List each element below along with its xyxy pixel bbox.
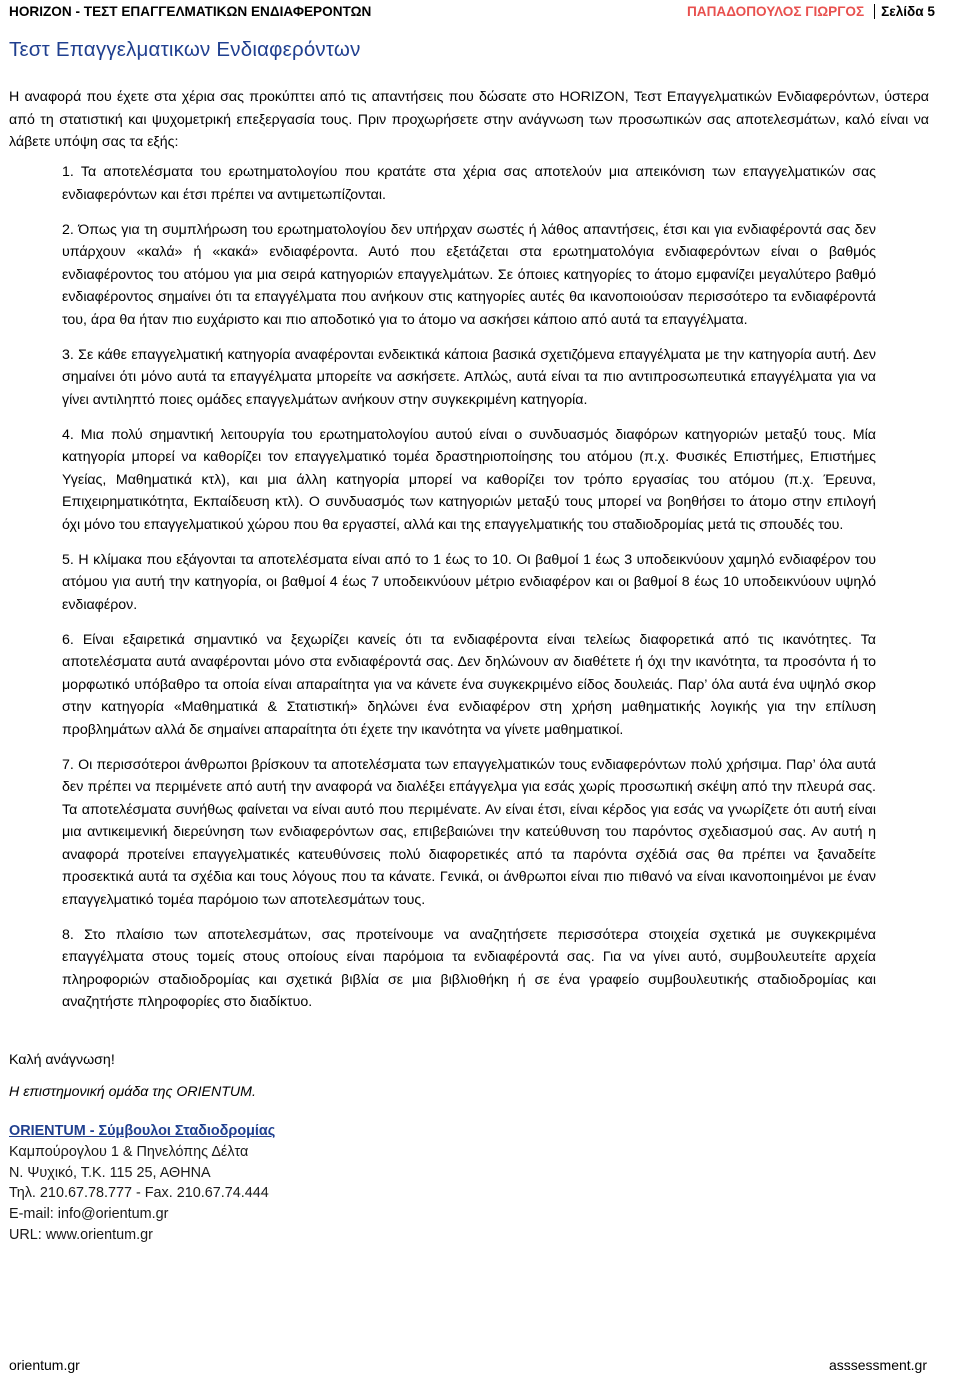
list-item: 2. Όπως για τη συμπλήρωση του ερωτηματολογίου δεν υπήρχαν σωστές ή λάθος απαντήσεις, έτσι και για ενδιαφέροντά σας δεν υπάρχουν «καλά» ή «κακά» ενδιαφέροντα. Αυτό που εξετάζεται στα ερωτηματολόγια ενδιαφερόντων είναι ο βαθμός ενδιαφέροντος του ατόμου για μια σειρά κατηγοριών επαγγελμάτων. Σε όποιες κατηγορίες το άτομο εμφανίζει μεγαλύτερο βαθμό ενδιαφέροντος σημαίνει ότι τα επαγγέλματα που ανήκουν στις κατηγορίες αυτές θα ικανοποιούσαν περισσότερο τα ενδιαφέροντά του, άρα θα ήταν πιο ευχάριστο και πιο αποδοτικό για το άτομο να ασκήσει κάποιο από αυτά τα επαγγέλματα. bbox=[62, 221, 876, 328]
footer-right: asssessment.gr bbox=[828, 1357, 927, 1373]
list-item: 1. Τα αποτελέσματα του ερωτηματολογίου που κρατάτε στα χέρια σας αποτελούν μια απεικόνιση των επαγγελματικών σας ενδιαφερόντων και έτσι πρέπει να αντιμετωπίζονται. bbox=[62, 164, 876, 203]
list-item: 5. Η κλίμακα που εξάγονται τα αποτελέσματα είναι από το 1 έως το 10. Οι βαθμοί 1 έως 3 υποδεικνύουν χαμηλό ενδιαφέρον του ατόμου για αυτή την κατηγορία, οι βαθμοί 4 έως 7 υποδεικνύουν μέτριο ενδιαφέρον και οι βαθμοί 8 έως 10 υποδεικνύουν υψηλό ενδιαφέρον. bbox=[62, 551, 876, 613]
contact-email: E-mail: info@orientum.gr bbox=[9, 1206, 169, 1223]
company-name-link[interactable]: ORIENTUM - Σύμβουλοι Σταδιοδρομίας bbox=[9, 1123, 276, 1139]
footer-left: orientum.gr bbox=[9, 1357, 80, 1373]
contact-block bbox=[9, 1121, 275, 1246]
list-item: 4. Μια πολύ σημαντική λειτουργία του ερωτηματολογίου αυτού είναι ο συνδυασμός διαφόρων κατηγοριών μεταξύ τους. Μία κατηγορία μπορεί να καθορίζει τον επαγγελματικό τομέα δραστηριοποίησης του ατόμου (π.χ. Φυσικές Επιστήμες, Επιστήμες Υγείας, Μαθηματικά κτλ), και μια άλλη κατηγορία μπορεί να καθορίζει τον τρόπο εργασίας του ατόμου (π.χ. Έρευνα, Επιχειρηματικότητα, Εκπαίδευση κτλ). Ο συνδυασμός των κατηγοριών μεταξύ τους μπορεί να βοηθήσει το άτομο στην επιλογή όχι μόνο του επαγγελματικού χώρου που θα εργαστεί, αλλά και της επαγγελματικής του σταδιοδρομίας μετά τις σπουδές του. bbox=[62, 426, 876, 533]
list-item: 8. Στο πλαίσιο των αποτελεσμάτων, σας προτείνουμε να αναζητήσετε περισσότερα στοιχεία σχετικά με συγκεκριμένα επαγγέλματα στους τομείς στους οποίους είναι παρόμοια τα ενδιαφέροντά σας. Για να γίνει αυτό, συμβουλευτείτε αρχεία πληροφοριών σταδιοδρομίας και σχετικά βιβλία σε μια βιβλιοθήκη ή σε ένα γραφείο συμβουλευτικής σταδιοδρομίας και αναζητήστε πληροφορίες στο διαδίκτυο. bbox=[62, 926, 876, 1010]
header-divider bbox=[874, 4, 875, 19]
page-footer bbox=[9, 1356, 927, 1374]
page-header bbox=[9, 0, 935, 22]
list-item: 3. Σε κάθε επαγγελματική κατηγορία αναφέρονται ενδεικτικά κάποια βασικά σχετιζόμενα επαγγέλματα με την κατηγορία αυτή. Δεν σημαίνει ότι μόνο αυτά τα επαγγέλματα μπορείτε να ασκήσετε. Απλώς, αυτά είναι τα πιο αντιπροσωπευτικά επαγγέλματα για να γίνει αντιληπτό ποιες ομάδες επαγγελμάτων ανήκουν στην συγκεκριμένη κατηγορία. bbox=[62, 346, 876, 408]
page-title: Τεστ Επαγγελματικων Ενδιαφερόντων bbox=[9, 38, 361, 61]
intro-paragraph: Η αναφορά που έχετε στα χέρια σας προκύπτει από τις απαντήσεις που δώσατε στο HORIZON, Τεστ Επαγγελματικών Ενδιαφερόντων, ύστερα από τη στατιστική και ψυχομετρική επεξεργασία τους. Πριν προχωρήσετε στην ανάγνωση των προσωπικών σας αποτελεσμάτων, καλό είναι να λάβετε υπόψη σας τα εξής: bbox=[9, 89, 929, 150]
closing-greeting: Καλή ανάγνωση! bbox=[9, 1052, 115, 1068]
page-number: Σελίδα 5 bbox=[881, 3, 935, 19]
header-author: ΠΑΠΑΔΟΠΟΥΛΟΣ ΓΙΩΡΓΟΣ bbox=[686, 3, 865, 19]
list-item: 6. Είναι εξαιρετικά σημαντικό να ξεχωρίζει κανείς ότι τα ενδιαφέροντα είναι τελείως διαφορετικά από τις ικανότητες. Τα αποτελέσματα αυτά αναφέρονται μόνο στα ενδιαφέροντά σας. Δεν δηλώνουν αν διαθέτετε ή όχι την ικανότητα, τα προσόντα ή το μορφωτικό υπόβαθρο τα οποία είναι απαραίτητα για να κάνετε ένα συγκεκριμένο είδος δουλειάς. Παρ’ όλα αυτά ένα υψηλό σκορ στην κατηγορία «Μαθηματικά & Στατιστική» δηλώνει ένα ενδιαφέρον στη χρήση μαθηματικής λογικής για την επίλυση προβλημάτων αλλά δε σημαίνει απαραίτητα ότι έχετε την ικανότητα να γίνετε μαθηματικοί. bbox=[62, 631, 876, 738]
contact-city: Ν. Ψυχικό, Τ.Κ. 115 25, ΑΘΗΝΑ bbox=[9, 1164, 211, 1181]
signature: Η επιστημονική ομάδα της ORIENTUM. bbox=[9, 1084, 256, 1100]
numbered-list bbox=[62, 161, 876, 1026]
list-item: 7. Οι περισσότεροι άνθρωποι βρίσκουν τα αποτελέσματα των επαγγελματικών τους ενδιαφερόντων πολύ χρήσιμα. Παρ’ όλα αυτά δεν πρέπει να περιμένετε από αυτή την αναφορά να διαλέξει επάγγελμα για εσάς χωρίς προσωπική σκέψη από την πλευρά σας. Τα αποτελέσματα συνήθως φαίνεται να είναι αυτό που περιμένατε. Αν είναι έτσι, είναι κέρδος για εσάς να γνωρίζετε ότι αυτή είναι μια αντικειμενική διερεύνηση των ενδιαφερόντων σας, επιβεβαιώνει την κατεύθυνση του παρόντος σχεδιασμού σας. Αν αυτή η αναφορά προτείνει επαγγελματικές κατευθύνσεις πολύ διαφορετικές από τα παρόντα σχέδιά σας θα πρέπει να ξαναδείτε προσεκτικά αυτά τα σχέδια και τους λόγους που τα κάνατε. Γενικά, οι άνθρωποι είναι πιο πιθανό να είναι ικανοποιημένοι με έναν επαγγελματικό τομέα παρόμοιο των αποτελεσμάτων τους. bbox=[62, 756, 876, 908]
contact-phone: Τηλ. 210.67.78.777 - Fax. 210.67.74.444 bbox=[9, 1185, 269, 1202]
contact-url: URL: www.orientum.gr bbox=[9, 1226, 153, 1243]
contact-address: Καμπούρογλου 1 & Πηνελόπης Δέλτα bbox=[9, 1143, 249, 1160]
header-right bbox=[687, 4, 935, 19]
header-title: HORIZON - ΤΕΣΤ ΕΠΑΓΓΕΛΜΑΤΙΚΩΝ ΕΝΔΙΑΦΕΡΟΝΤΩΝ bbox=[9, 3, 372, 19]
